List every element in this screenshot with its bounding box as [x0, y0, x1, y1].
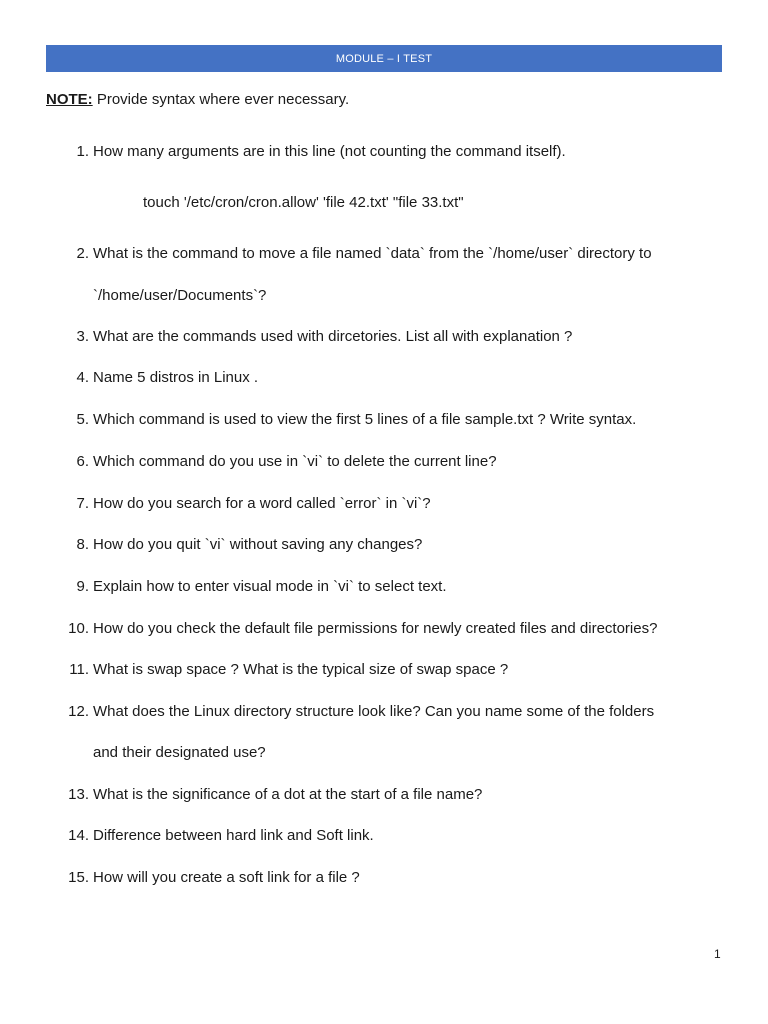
question-text: Which command do you use in `vi` to delete the current line?	[93, 453, 497, 470]
question-text: What is swap space ? What is the typical size of swap space ?	[93, 661, 509, 678]
module-title-bar	[46, 45, 722, 72]
question-text: What are the commands used with dircetories. List all with explanation ?	[93, 328, 573, 345]
question-text: Explain how to enter visual mode in `vi` to select text.	[93, 578, 447, 595]
question-text: Name 5 distros in Linux .	[93, 369, 259, 386]
question-number: 1.	[76, 143, 89, 160]
question-number: 2.	[76, 245, 89, 262]
question-number: 6.	[76, 453, 89, 470]
question-number: 14.	[68, 827, 89, 844]
question-1-command: touch '/etc/cron/cron.allow' 'file 42.txt' "file 33.txt"	[143, 194, 464, 211]
question-number: 7.	[76, 495, 89, 512]
question-number: 5.	[76, 411, 89, 428]
question-text: What does the Linux directory structure look like? Can you name some of the folders	[93, 703, 655, 720]
question-text: How will you create a soft link for a file ?	[93, 869, 360, 886]
question-text: How do you quit `vi` without saving any changes?	[93, 536, 423, 553]
question-number: 11.	[69, 661, 89, 678]
question-12-continuation: and their designated use?	[93, 744, 266, 761]
question-text: Which command is used to view the first 5 lines of a file sample.txt ? Write syntax.	[93, 411, 637, 428]
question-text: Difference between hard link and Soft link.	[93, 827, 374, 844]
question-2-continuation: `/home/user/Documents`?	[93, 287, 267, 304]
question-number: 8.	[76, 536, 89, 553]
module-title: MODULE – I TEST	[335, 52, 433, 65]
question-number: 4.	[76, 369, 89, 386]
question-number: 10.	[68, 620, 89, 637]
question-text: How many arguments are in this line (not counting the command itself).	[93, 143, 566, 160]
question-text: How do you search for a word called `error` in `vi`?	[93, 495, 431, 512]
note-line	[46, 90, 349, 110]
question-number: 3.	[76, 328, 89, 345]
question-text: How do you check the default file permissions for newly created files and directories?	[93, 620, 658, 637]
question-number: 13.	[68, 786, 89, 803]
question-number: 15.	[68, 869, 89, 886]
page-number: 1	[714, 947, 721, 961]
question-text: What is the significance of a dot at the start of a file name?	[93, 786, 483, 803]
note-label: NOTE:	[46, 91, 93, 108]
question-text: What is the command to move a file named `data` from the `/home/user` directory to	[93, 245, 652, 262]
question-number: 12.	[68, 703, 89, 720]
note-text: Provide syntax where ever necessary.	[92, 91, 350, 108]
question-number: 9.	[76, 578, 89, 595]
